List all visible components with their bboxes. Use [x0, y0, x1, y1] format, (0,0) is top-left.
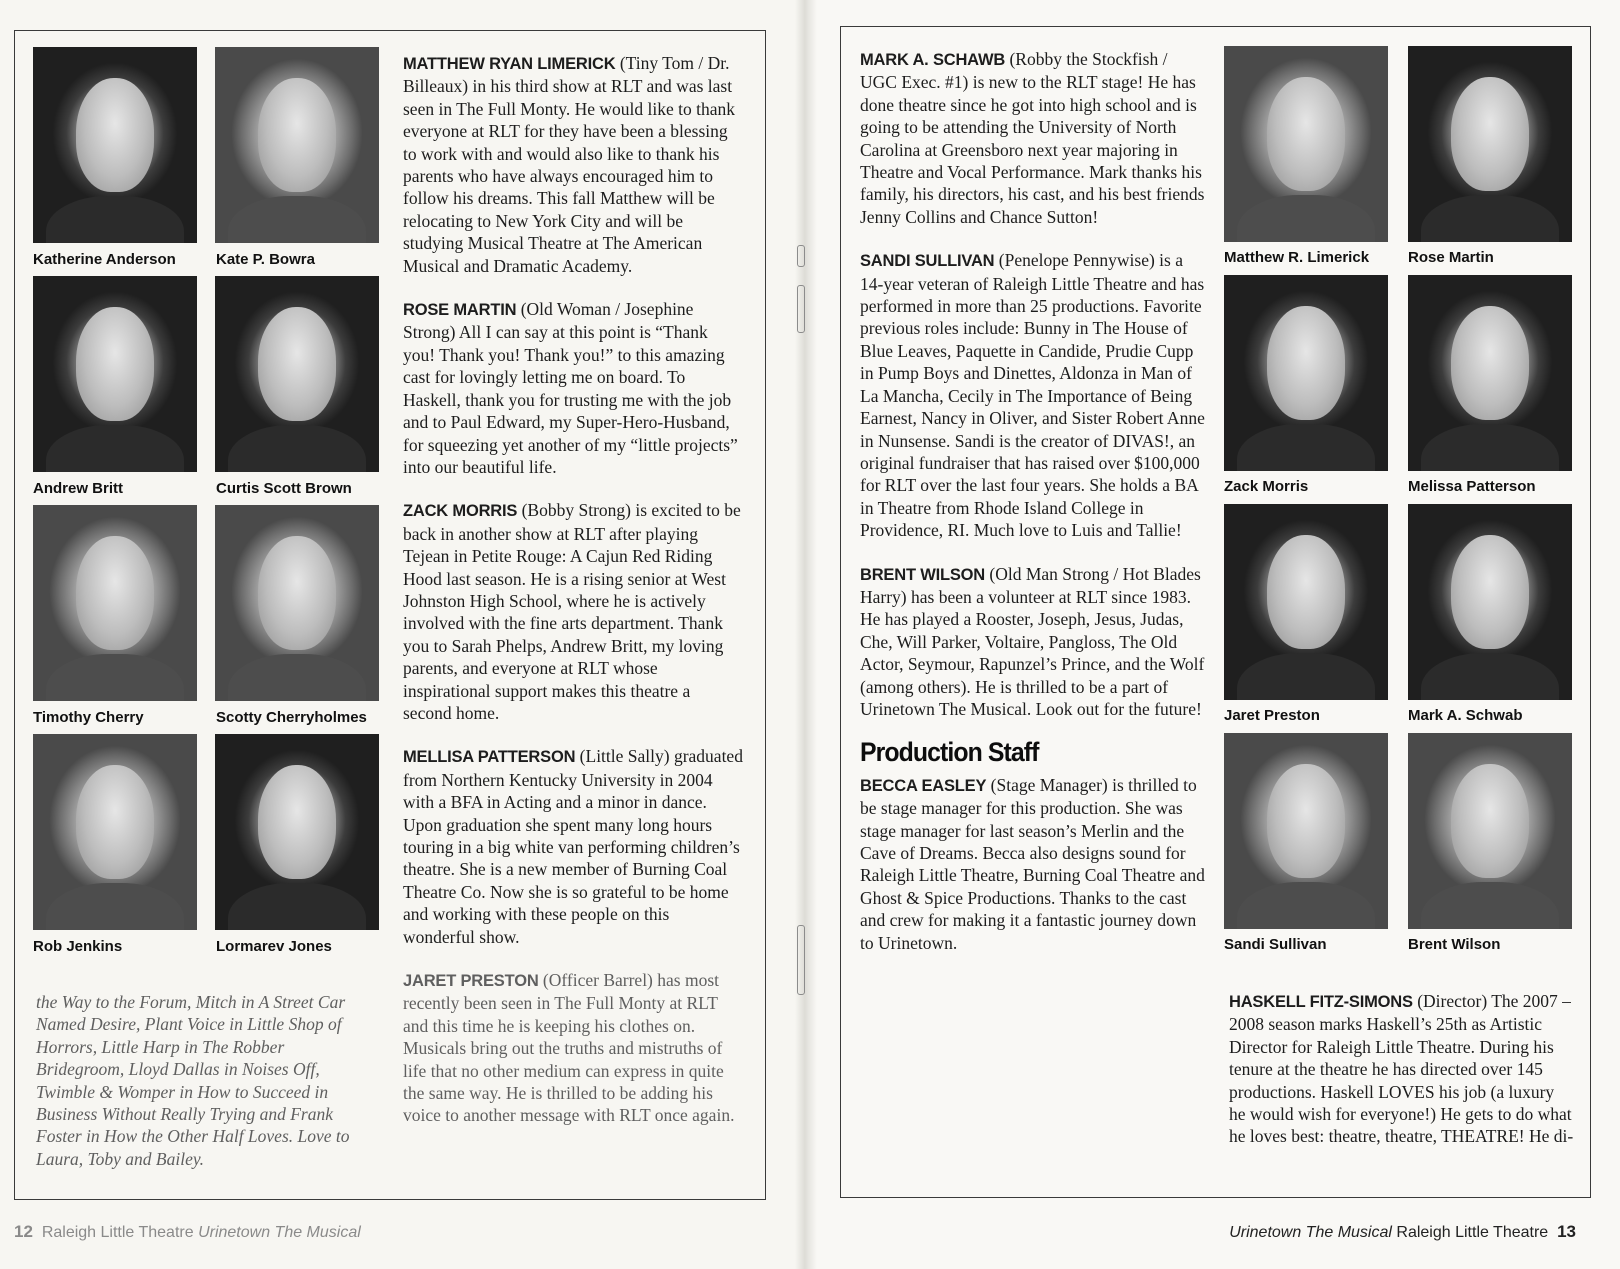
bio-entry — [403, 745, 743, 948]
bio-name: BECCA EASLEY — [860, 776, 987, 795]
bio-text: (Tiny Tom / Dr. Billeaux) in his third show at RLT and was last seen in The Full Monty. He would like to thank everyone at RLT for they have been a blessing to work with and would also like to thank his parents who have always encouraged him to follow his dreams. This fall Matthew will be relocating to New York City and will be studying Musical Theatre at The American Musical and Dramatic Academy. — [403, 53, 735, 276]
continued-bio: the Way to the Forum, Mitch in A Street Car Named Desire, Plant Voice in Little Shop of Horrors, Little Harp in The Robber Bridegroom, Lloyd Dallas in Noises Off, Twimble & Womper in How to Succeed in Business Without Really Trying and Frank Foster in How the Other Half Loves. Love to Laura, Toby and Bailey. — [36, 992, 350, 1169]
bio-entry — [403, 298, 743, 478]
bio-entry — [860, 774, 1205, 954]
headshot-photo — [1408, 504, 1572, 700]
bio-name: JARET PRESTON — [403, 972, 539, 991]
headshot-photo — [215, 734, 379, 930]
bio-text: (Bobby Strong) is excited to be back in another show at RLT after playing Tejean in Petite Rouge: A Cajun Red Riding Hood last season. He is a rising senior at West Johnston High School, where he is actively involved with the fine arts department. Thank you to Sarah Phelps, Andrew Britt, my loving parents, and everyone at RLT whose inspirational support makes this theatre a second home. — [403, 500, 741, 723]
photo-caption: Brent Wilson — [1408, 936, 1501, 953]
headshot-photo — [1408, 275, 1572, 471]
bio-entry — [403, 52, 743, 277]
binding-mark — [797, 245, 805, 267]
folio-show: Urinetown The Musical — [198, 1224, 361, 1241]
director-bio-column — [1229, 990, 1574, 1169]
photo-caption: Timothy Cherry — [33, 709, 144, 726]
headshot-photo — [1224, 504, 1388, 700]
bio-name: MELLISA PATTERSON — [403, 748, 576, 767]
photo-caption: Rose Martin — [1408, 249, 1494, 266]
headshot-photo — [33, 276, 197, 472]
bio-text: (Robby the Stockfish / UGC Exec. #1) is new to the RLT stage! He has done theatre since he got into high school and is going to be attending the University of North Carolina at Greensboro next year majoring in Theatre and Vocal Performance. Mark thanks his family, his directors, his cast, and his best friends Jenny Collins and Chance Sutton! — [860, 49, 1205, 227]
headshot-photo — [33, 734, 197, 930]
headshot-photo — [1408, 733, 1572, 929]
bio-entry — [860, 563, 1205, 721]
photo-caption: Kate P. Bowra — [216, 251, 315, 268]
bio-entry — [860, 249, 1205, 541]
photo-caption: Matthew R. Limerick — [1224, 249, 1370, 266]
binding-staple-top — [797, 285, 805, 333]
headshot-photo — [215, 505, 379, 701]
bio-text: (Old Man Strong / Hot Blades Harry) has been a volunteer at RLT since 1983. He has played a Rooster, Joseph, Jesus, Judas, Che, Will Parker, Voltaire, Pangloss, The Old Actor, Seymour, Rapunzel’s Prince, and the Wolf (among others). He is thrilled to be a part of Urinetown The Musical. Look out for the future! — [860, 563, 1205, 719]
photo-caption: Zack Morris — [1224, 478, 1309, 495]
right-bio-column — [860, 48, 1205, 975]
photo-caption: Mark A. Schwab — [1408, 707, 1523, 724]
photo-caption: Rob Jenkins — [33, 938, 123, 955]
folio-show: Urinetown The Musical — [1229, 1224, 1392, 1241]
folio-theatre: Raleigh Little Theatre — [1396, 1224, 1549, 1241]
photo-caption: Melissa Patterson — [1408, 478, 1536, 495]
photo-caption: Katherine Anderson — [33, 251, 176, 268]
photo-caption: Lormarev Jones — [216, 938, 332, 955]
book-gutter — [795, 0, 817, 1269]
bio-text: (Officer Barrel) has most recently been seen in The Full Monty at RLT and this time he is keeping his clothes on. Musicals bring out the truths and mistruths of life that no other medium can express in quite the same way. He is thrilled to be adding his voice to another message with RLT once again. — [403, 970, 735, 1126]
bio-name: MARK A. SCHAWB — [860, 51, 1006, 69]
section-heading: Production Staff — [860, 737, 1039, 768]
headshot-photo — [1224, 46, 1388, 242]
headshot-photo — [1224, 733, 1388, 929]
bio-text: (Director) The 2007 – 2008 season marks Haskell’s 25th as Artistic Director for Raleigh Little Theatre. During his tenure at the theatre he has directed over 145 productions. Haskell LOVES his job (a luxury he would wish for everyone!) He gets to do what he loves best: theatre, theatre, THEATRE! He di- — [1229, 991, 1574, 1147]
bio-name: BRENT WILSON — [860, 565, 986, 584]
bio-text: (Old Woman / Josephine Strong) All I can say at this point is “Thank you! Thank you! Thank you!” to this amazing cast for lovingly letting me on board. To Haskell, thank you for trusting me with the job and to Paul Edward, my Super-Hero-Husband, for squeezing yet another of my “little projects” into our beautiful life. — [403, 299, 738, 477]
bio-text: (Little Sally) graduated from Northern Kentucky University in 2004 with a BFA in Acting and a minor in dance. Upon graduation she spent many long hours touring in a big white van performing children’s theatre. She is a new member of Burning Coal Theatre Co. Now she is so grateful to be home and working with these people on this wonderful show. — [403, 746, 743, 947]
photo-caption: Curtis Scott Brown — [216, 480, 352, 497]
headshot-photo — [33, 47, 197, 243]
page-number: 12 — [14, 1222, 33, 1241]
bio-name: MATTHEW RYAN LIMERICK — [403, 55, 616, 73]
headshot-photo — [215, 276, 379, 472]
bio-entry — [860, 48, 1205, 228]
photo-caption: Sandi Sullivan — [1224, 936, 1327, 953]
bio-text: (Stage Manager) is thrilled to be stage manager for this production. She was stage manager for last season’s Merlin and the Cave of Dreams. Becca also designs sound for Raleigh Little Theatre, Burning Coal Theatre and Ghost & Spice Productions. Thanks to the cast and crew for making it a fantastic journey down to Urinetown. — [860, 774, 1205, 953]
bio-entry — [403, 969, 743, 1127]
left-bio-column — [403, 52, 743, 1148]
headshot-photo — [33, 505, 197, 701]
photo-caption: Andrew Britt — [33, 480, 123, 497]
folio-theatre: Raleigh Little Theatre — [41, 1224, 194, 1241]
bio-name: HASKELL FITZ-SIMONS — [1229, 993, 1413, 1011]
headshot-photo — [215, 47, 379, 243]
headshot-photo — [1408, 46, 1572, 242]
bio-entry — [1229, 990, 1574, 1148]
photo-caption: Scotty Cherryholmes — [216, 709, 367, 726]
photo-caption: Jaret Preston — [1224, 707, 1320, 724]
left-page-folio — [14, 1222, 361, 1242]
headshot-photo — [1224, 275, 1388, 471]
binding-staple-bottom — [797, 925, 805, 995]
bio-name: SANDI SULLIVAN — [860, 252, 995, 271]
right-page-folio — [1229, 1222, 1576, 1242]
bio-entry — [403, 499, 743, 724]
page-number: 13 — [1557, 1222, 1576, 1241]
bio-text: (Penelope Pennywise) is a 14-year veteran of Raleigh Little Theatre and has performed in more than 25 productions. Favorite previous roles include: Bunny in The House of Blue Leaves, Paquette in Candide, Prudie Cupp in Pump Boys and Dinettes, Aldonza in Man of La Mancha, Cecily in The Importance of Being Earnest, Nancy in Oliver, and Sister Robert Anne in Nunsense. Sandi is the creator of DIVAS!, an original fundraiser that has raised over $100,000 for RLT over the last four years. She holds a BA in Theatre from Rhode Island College in Providence, RI. Much love to Luis and Tallie! — [860, 250, 1205, 541]
bio-name: ZACK MORRIS — [403, 502, 518, 521]
bio-name: ROSE MARTIN — [403, 301, 517, 320]
